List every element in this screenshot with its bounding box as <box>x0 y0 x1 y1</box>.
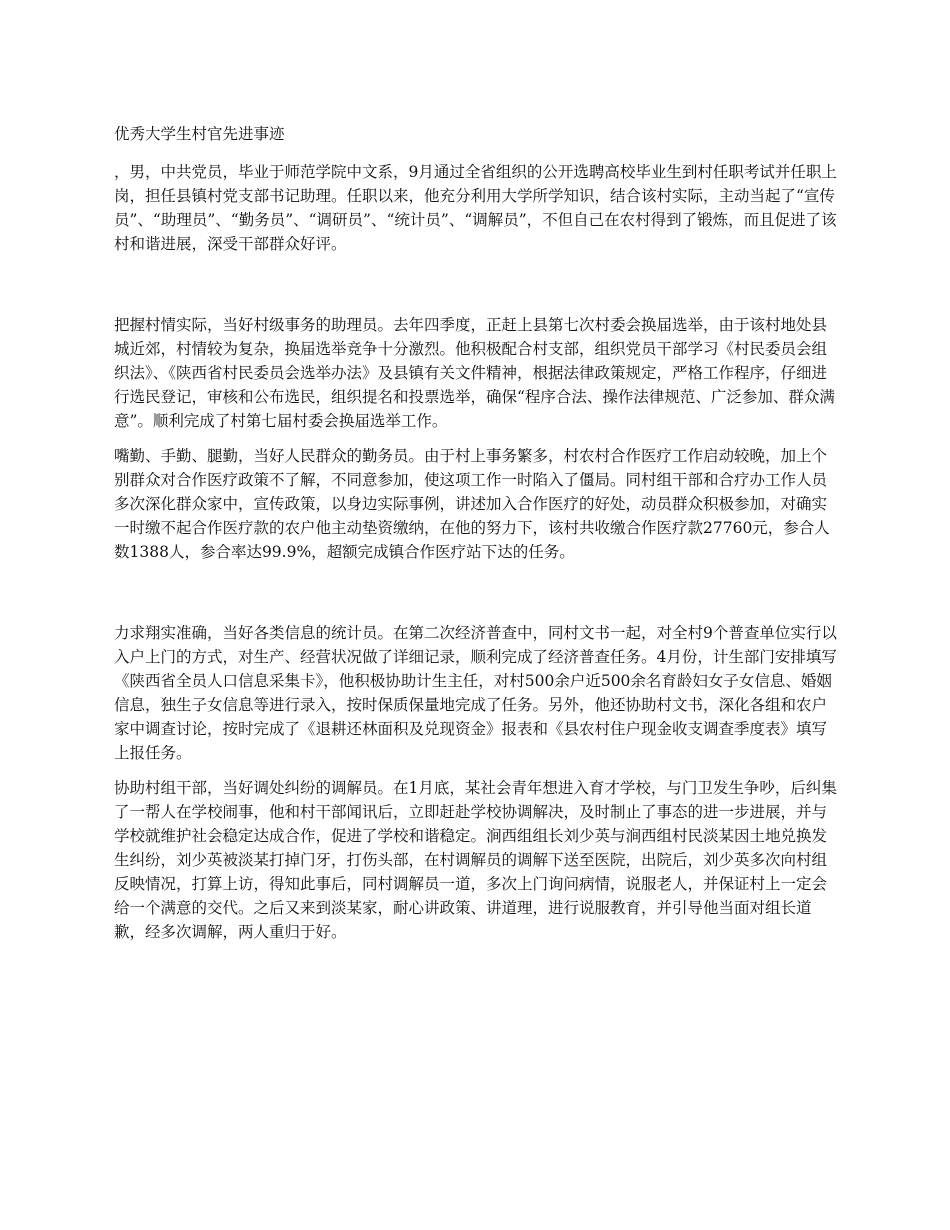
document-title: 优秀大学生村官先进事迹 <box>114 125 285 143</box>
paragraph-intro: ，男，中共党员，毕业于师范学院中文系，9月通过全省组织的公开选聘高校毕业生到村任职考试并任职上岗，担任县镇村党支部书记助理。任职以来，他充分利用大学所学知识，结合该村实际，主动当起了“宣传员”、“助理员”、“勤务员”、“调研员”、“统计员”、“调解员”，不但自己在农村得到了锻炼，而且促进了该村和谐进展，深受干部群众好评。 <box>114 163 837 253</box>
paragraph-spacer <box>114 267 838 313</box>
paragraph-assistant: 把握村情实际，当好村级事务的助理员。去年四季度，正赶上县第七次村委会换届选举，由于该村地处县城近郊，村情较为复杂，换届选举竞争十分激烈。他积极配合村支部，组织党员干部学习《村民委员会组织法》、《陕西省村民委员会选举办法》及县镇有关文件精神，根据法律政策规定，严格工作程序，仔细进行选民登记，审核和公布选民，组织提名和投票选举，确保“程序合法、操作法律规范、广泛参加、群众满意”。顺利完成了村第七届村委会换届选举工作。 <box>114 316 835 430</box>
paragraph-spacer <box>114 575 838 621</box>
paragraph-statistics: 力求翔实准确，当好各类信息的统计员。在第二次经济普查中，同村文书一起，对全村9个普查单位实行以入户上门的方式，对生产、经营状况做了详细记录，顺利完成了经济普查任务。4月份，计生部门安排填写《陕西省全员人口信息采集卡》，他积极协助计生主任，对村500余户近500余名育龄妇女子女信息、婚姻信息，独生子女信息等进行录入，按时保质保量地完成了任务。另外，他还协助村文书，深化各组和农户家中调查讨论，按时完成了《退耕还林面积及兑现资金》报表和《县农村住户现金收支调查季度表》填写上报任务。 <box>114 624 837 762</box>
paragraph-mediation: 协助村组干部，当好调处纠纷的调解员。在1月底，某社会青年想进入育才学校，与门卫发生争吵，后纠集了一帮人在学校闹事，他和村干部闻讯后，立即赶赴学校协调解决，及时制止了事态的进一步进展，并与学校就维护社会稳定达成合作，促进了学校和谐稳定。涧西组组长刘少英与涧西组村民淡某因土地兑换发生纠纷，刘少英被淡某打掉门牙，打伤头部，在村调解员的调解下送至医院，出院后，刘少英多次向村组反映情况，打算上访，得知此事后，同村调解员一道，多次上门询问病情，说服老人，并保证村上一定会给一个满意的交代。之后又来到淡某家，耐心讲政策、讲道理，进行说服教育，并引导他当面对组长道歉，经多次调解，两人重归于好。 <box>114 779 837 941</box>
paragraph-service: 嘴勤、手勤、腿勤，当好人民群众的勤务员。由于村上事务繁多，村农村合作医疗工作启动较晚，加上个别群众对合作医疗政策不了解，不同意参加，使这项工作一时陷入了僵局。同村组干部和合疗办工作人员多次深化群众家中，宣传政策，以身边实际事例，讲述加入合作医疗的好处，动员群众积极参加，对确实一时缴不起合作医疗款的农户他主动垫资缴纳，在他的努力下，该村共收缴合作医疗款27760元，参合人数1388人，参合率达99.9%，超额完成镇合作医疗站下达的任务。 <box>114 447 830 561</box>
